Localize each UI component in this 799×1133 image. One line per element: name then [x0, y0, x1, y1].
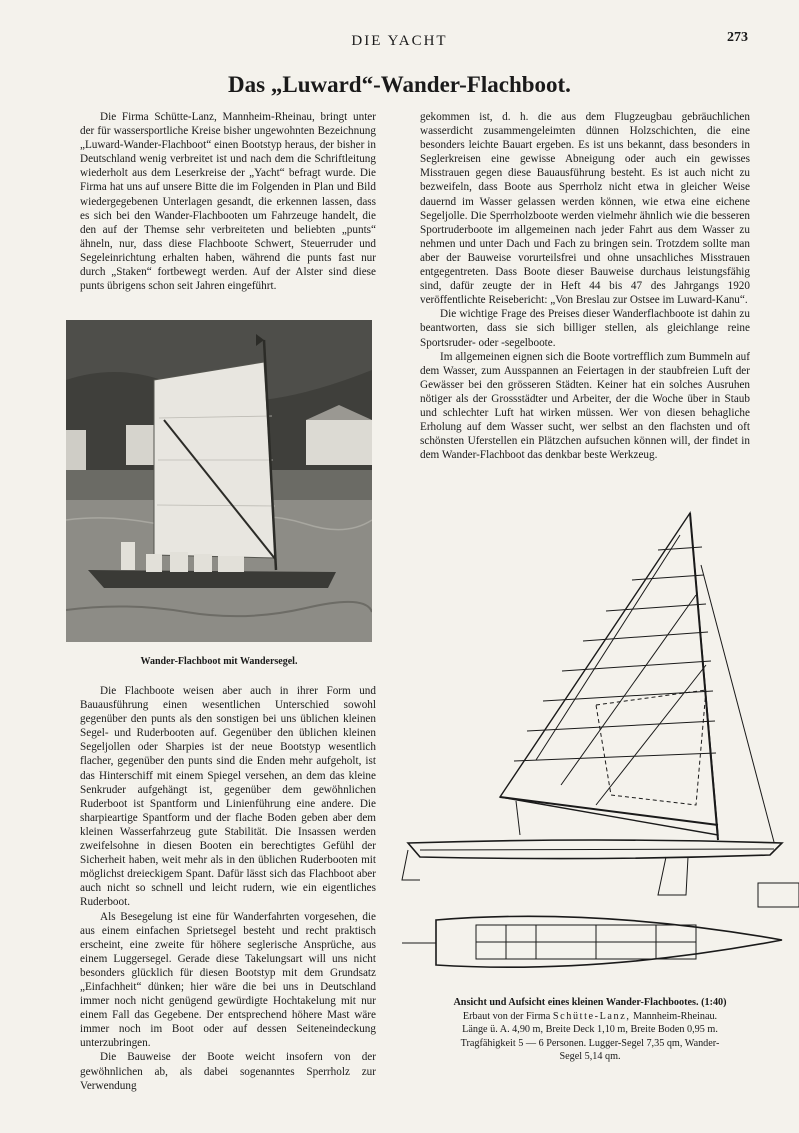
- photo-person: [146, 554, 162, 572]
- photo-person: [170, 552, 188, 572]
- drawing-sail-stripe: [514, 753, 716, 761]
- photo-person: [194, 554, 212, 572]
- photo-house-right: [306, 420, 372, 465]
- drawing-sail-stripe: [606, 604, 706, 611]
- drawing-caption-title: Ansicht und Aufsicht eines kleinen Wander-Flachbootes. (1:40): [453, 997, 727, 1008]
- article-title: Das „Luward“-Wander-Flachboot.: [228, 72, 571, 97]
- builder-prefix: Erbaut von der Firma: [462, 1010, 551, 1022]
- drawing-sail-stripe: [562, 661, 711, 671]
- drawing-centerboard: [658, 857, 688, 895]
- drawing-sail-stripe: [583, 632, 708, 641]
- photo-illustration: [66, 320, 372, 642]
- drawing-caption-capacity: Tragfähigkeit 5 — 6 Personen. Lugger-Segel 7,35 qm, Wander-: [460, 1037, 720, 1049]
- drawing-boom: [500, 797, 718, 825]
- drawing-sheer-line: [420, 849, 774, 850]
- column-right-top: [420, 110, 750, 462]
- drawing-caption-dimensions: Länge ü. A. 4,90 m, Breite Deck 1,10 m, Breite Boden 0,95 m.: [462, 1024, 718, 1036]
- paragraph: Die Firma Schütte-Lanz, Mannheim-Rheinau, bringt unter der für wassersportliche Kreise bisher ungewohnten Bezeichnung „Luward-Wander-Flachboot“ einen Bootstyp heraus, der bisher in Deutschland wenig verbreitet ist und nach dem die Schriftleitung wiederholt aus dem Leserkreise der „Yacht“ befragt wurde. Die Firma hat uns auf unsere Bitte die im Folgenden in Plan und Bild wiedergegebenen Unterlagen gesandt, die erkennen lassen, dass es sich bei den Wander-Flachbooten um Fahrzeuge handelt, die den auf der Themse sehr verbreiteten und beliebten „punts“ ähneln, nur, dass diese Flachboote Schwert, Steuerruder und Segeleinrichtung erhalten haben, während die punts fast nur durch „Staken“ fortbewegt werden. Auf der Alster sind diese punts übrigens schon seit Jahren eingeführt.: [80, 111, 376, 293]
- paragraph: Als Besegelung ist eine für Wanderfahrten vorgesehen, die aus einem einfachen Sprietsegel besteht und recht praktisch erscheint, eine zweite für höhere seglerische Ansprüche, aus einem Luggersegel. Gerade diese Takelungsart will uns nicht besonders glücklich für diesen Bootstyp mit dem Grundsatz „Einfachheit“ dünken; hier wäre die bei uns in Deutschland immer noch nicht genügend gewürdigte Hochtakelung mit nur einem Fall das Gegebene. Der entsprechend höhere Mast wäre immer noch im Boot oder auf dessen Seiteneindeckung unterzubringen.: [80, 910, 376, 1050]
- column-left-top: [80, 110, 376, 293]
- paragraph: gekommen ist, d. h. die aus dem Flugzeugbau gebräuchlichen wasserdicht zusammengeleimten dünnen Holzschichten, die eine besonders leichte Bauart ergeben. Es ist uns bekannt, dass besonders in Seglerkreisen eine gewisse Abneigung oder auch ein gewisses Misstrauen gegen diese Bauausführung besteht. Es ist auch nicht zu bezweifeln, dass Boote aus Sperrholz nicht etwa in gleicher Weise dauernd im Wasser gelassen werden können, wie etwa eine eichene Segeljolle. Die Sperrholzboote werden vielmehr ähnlich wie die besseren Sportruderboote im allgemeinen nach jeder Fahrt aus dem Wasser zu nehmen und unter Dach und Fach zu bringen sein. Trotzdem sollte man aber der Bauweise vorurteilsfrei und ohne unsachliches Misstrauen entgegentreten. Dass Boote dieser Bauweise durchaus leistungsfähig sind, dafür zeugte der in Heft 44 bis 47 des Jahrgangs 1920 veröffentlichte Reisebericht: „Von Breslau zur Ostsee im Luward-Kanu“.: [420, 111, 750, 307]
- paragraph: Die Flachboote weisen aber auch in ihrer Form und Bauausführung einen wesentlichen Unterschied sowohl gegenüber den punts als den sonstigen bei uns üblichen kleinen Segel- und Ruderbooten auf. Gegenüber den üblichen kleinen Segeljollen oder Sharpies ist der neue Bootstyp wesentlich flacher, gegenüber den punts sind die Enden mehr aufgeholt, ist das Hinterschiff mit einem Spiegel versehen, an dem das kleine Senkruder aufgehängt ist, gegenüber dem gewöhnlichen Ruderboot ist Spantform und Linienführung eine andere. Die sharpieartige Spantform und der flache Boden geben aber dem kleinen Wasserfahrzeug gute Stabilität. Die Insassen werden zweifelsohne in diesen Booten ein berechtigtes Gefühl der Sicherheit haben, weit mehr als in den üblichen Ruderbooten mit möglichst dreieckigem Spant. Dafür lässt sich das Flachboot aber auch nicht so schnell und leicht rudern, wie ein eigentliches Ruderboot.: [80, 685, 376, 909]
- builder-name: Schütte-Lanz,: [552, 1010, 631, 1022]
- photo-caption: Wander-Flachboot mit Wandersegel.: [140, 656, 298, 667]
- photo-house-mid: [126, 425, 156, 465]
- drawing-forestay: [701, 565, 774, 842]
- drawing-caption-sail: Segel 5,14 qm.: [559, 1051, 621, 1063]
- drawing-sail-diagonal: [596, 665, 706, 805]
- drawing-sail-stripe: [658, 547, 702, 550]
- drawing-sail-outline: [500, 513, 718, 835]
- builder-suffix: Mannheim-Rheinau.: [633, 1010, 718, 1022]
- column-left-bottom: [80, 684, 376, 1093]
- running-title: DIE YACHT: [351, 33, 448, 49]
- paragraph: Die wichtige Frage des Preises dieser Wanderflachboote ist dahin zu beantworten, dass sie sich billiger stellen, als gleichlange reine Sportsruder- oder -segelboote.: [420, 308, 750, 349]
- paragraph: Die Bauweise der Boote weicht insofern von der gewöhnlichen ab, als dabei sogenanntes Sperrholz zur Verwendung: [80, 1051, 376, 1092]
- drawing-wander-sail-dashed: [596, 690, 706, 805]
- photo-house-left: [66, 430, 86, 470]
- drawing-caption-builder: [414, 1010, 766, 1024]
- photo-person: [121, 542, 135, 570]
- boat-plan-drawing: [396, 505, 799, 990]
- sailboat-photo: [66, 320, 372, 642]
- drawing-section-detail: [758, 883, 799, 907]
- drawing-sail-stripe: [632, 575, 704, 580]
- paragraph: Im allgemeinen eignen sich die Boote vortrefflich zum Bummeln auf dem Wasser, zum Ausspannen an Feiertagen in der staubfreien Luft der Gewässer bei den grösseren Städten. Keiner hat ein solches Ausruhen nötiger als der Grossstädter und Arbeiter, der die Woche über in Staub und schlechter Luft hat wirken müssen. Wer von diesen behagliche Erholung auf dem Wasser sucht, wer selbst an den flachsten und oft schönsten Uferstellen ein Plätzchen aufsuchen können will, der findet in dem Wander-Flachboot das denkbar beste Werkzeug.: [420, 350, 750, 462]
- drawing-boom-sheet: [516, 801, 520, 835]
- photo-hull: [88, 570, 336, 588]
- drawing-caption: [414, 996, 766, 1064]
- boat-plan-svg: [396, 505, 799, 990]
- photo-person: [218, 556, 244, 572]
- page-number: 273: [727, 30, 748, 45]
